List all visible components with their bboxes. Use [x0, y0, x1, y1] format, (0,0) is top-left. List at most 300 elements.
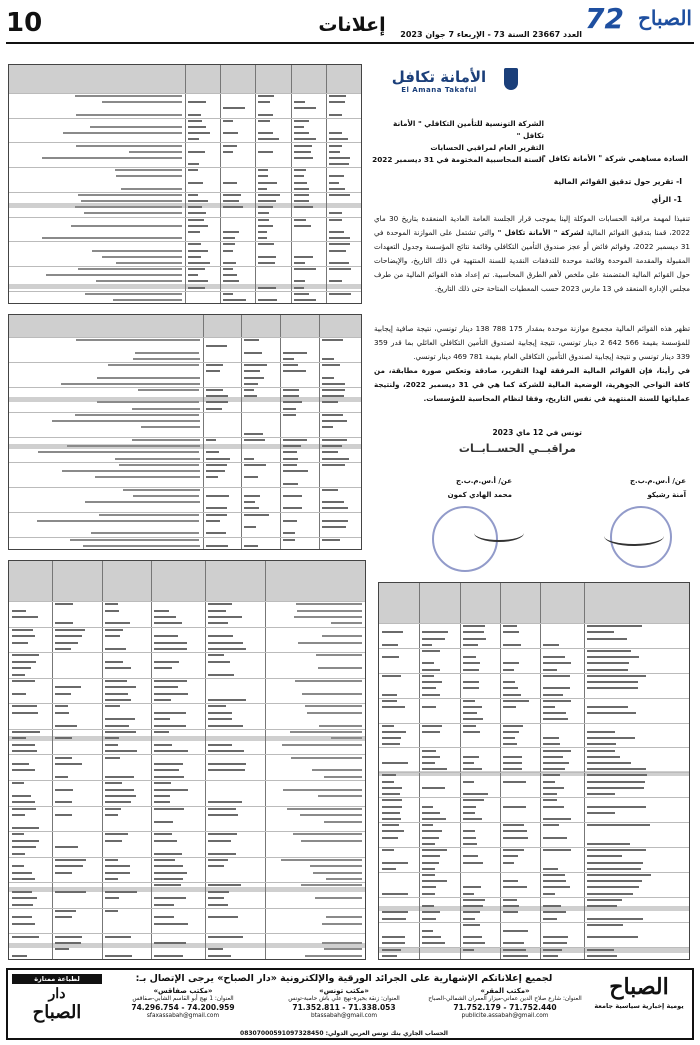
table-cell-value	[55, 936, 82, 938]
table-cell-value	[258, 262, 275, 264]
table-cell-value	[206, 507, 227, 509]
table-cell-value	[244, 352, 262, 354]
dar-assabah-logo	[12, 974, 102, 1036]
table-cell-value	[463, 843, 477, 845]
table-cell-value	[422, 731, 440, 733]
table-cell-value	[154, 763, 183, 765]
table-cell-value	[208, 718, 232, 720]
table-row-label	[295, 680, 362, 682]
table-cell-value	[105, 801, 131, 803]
table-cell-value	[329, 175, 344, 177]
table-cell-value	[587, 824, 650, 826]
table-cell-value	[12, 846, 36, 848]
table-cell-value	[329, 243, 350, 245]
table-cell-value	[12, 616, 38, 618]
table-cell-value	[154, 795, 170, 797]
table-cell-value	[206, 408, 222, 410]
table-cell-value	[463, 799, 484, 801]
table-cell-value	[208, 750, 244, 752]
table-cell-value	[283, 414, 296, 416]
table-cell-value	[154, 859, 175, 861]
table-cell-value	[105, 699, 131, 701]
table-cell-value	[283, 358, 294, 360]
opinion-paragraph	[374, 212, 690, 296]
table-cell-value	[188, 132, 210, 134]
table-cell-value	[294, 293, 309, 295]
table-row-label	[312, 769, 362, 771]
table-cell-value	[154, 680, 187, 682]
table-row-rule	[379, 747, 689, 748]
table-row-label	[75, 206, 182, 208]
table-cell-value	[294, 200, 309, 202]
table-row-rule	[9, 387, 361, 388]
table-cell-value	[587, 806, 646, 808]
table-cell-value	[382, 706, 405, 708]
table-cell-value	[55, 846, 78, 848]
table-cell-value	[503, 949, 526, 951]
table-cell-value	[154, 699, 171, 701]
table-row-label	[90, 126, 182, 128]
table-row-label	[313, 872, 362, 874]
table-row-label	[76, 145, 182, 147]
ad-headline-wrap	[104, 973, 584, 984]
table-cell-value	[244, 377, 264, 379]
table-cell-value	[503, 706, 516, 708]
table-cell-value	[322, 414, 343, 416]
table-cell-value	[382, 818, 401, 820]
table-cell-value	[422, 824, 433, 826]
table-cell-value	[188, 126, 206, 128]
table-cell-value	[382, 644, 398, 646]
table-cell-value	[223, 293, 233, 295]
table-cell-value	[463, 924, 480, 926]
table-cell-value	[587, 893, 633, 895]
table-cell-value	[208, 936, 243, 938]
table-row-label	[331, 622, 362, 624]
table-cell-value	[587, 712, 636, 714]
table-row-label	[52, 420, 200, 422]
table-cell-value	[283, 458, 298, 460]
table-cell-value	[283, 520, 297, 522]
office-phone[interactable]: 74.296.754 - 74.200.959	[131, 1003, 235, 1012]
table-cell-value	[208, 948, 223, 950]
table-cell-value	[322, 501, 344, 503]
table-cell-value	[322, 401, 338, 403]
table-cell-value	[587, 880, 642, 882]
table-cell-value	[422, 862, 439, 864]
table-cell-value	[55, 948, 69, 950]
table-cell-value	[587, 843, 630, 845]
table-row-rule	[9, 537, 361, 538]
table-column-rule	[52, 561, 53, 959]
table-cell-value	[322, 377, 334, 379]
advertising-contact-banner	[6, 968, 694, 1040]
table-row-rule	[379, 673, 689, 674]
table-row-label	[129, 151, 182, 153]
table-cell-value	[382, 631, 403, 633]
office-email[interactable]: publicite.assabah@gmail.com	[461, 1013, 549, 1019]
table-cell-value	[587, 768, 646, 770]
table-cell-value	[208, 897, 224, 899]
table-cell-value	[422, 843, 435, 845]
table-cell-value	[587, 669, 628, 671]
table-cell-value	[154, 840, 177, 842]
table-cell-value	[283, 464, 297, 466]
table-cell-value	[422, 687, 436, 689]
table-cell-value	[244, 501, 255, 503]
table-row-label	[96, 280, 182, 282]
table-cell-value	[294, 256, 313, 258]
table-row-rule	[9, 857, 365, 858]
table-row-rule	[9, 933, 365, 934]
table-cell-value	[587, 787, 644, 789]
table-cell-value	[258, 237, 267, 239]
table-cell-value	[206, 345, 227, 347]
table-cell-value	[206, 532, 226, 534]
table-cell-value	[382, 725, 394, 727]
table-cell-value	[587, 706, 628, 708]
table-cell-value	[105, 840, 122, 842]
report-header-line: السنة المحاسبية المختومة في 31 ديسمبر 2022	[372, 155, 544, 164]
table-cell-value	[258, 175, 268, 177]
figures-paragraph: تظهر هذه القوائم المالية مجموع موازنة موحدة بمقدار 175 788 138 دينار تونسي، نتيجة صافية إيجابية للمؤسسة بقيمة 566 642 2 دينار تونسي، نتيجة إيجابية لصندوق التأمين التكافلي العائلي بما قدر 359 339 دينار تونسي و نتيجة إيجابية لصندوق التأمين التكافلي العام بقيمة 781 469 دينار تونسي.	[374, 324, 690, 361]
table-cell-value	[463, 725, 476, 727]
table-cell-value	[463, 681, 479, 683]
table-cell-value	[422, 930, 433, 932]
table-cell-value	[154, 776, 184, 778]
table-cell-value	[55, 693, 71, 695]
office-address: العنوان: زنقة بحيرة-نهج علي باش حامبة-تونس	[288, 996, 400, 1002]
table-row-label	[296, 603, 362, 605]
table-cell-value	[587, 625, 642, 627]
table-cell-value	[587, 681, 638, 683]
table-cell-value	[422, 893, 435, 895]
table-cell-value	[382, 812, 400, 814]
table-cell-value	[463, 706, 482, 708]
table-cell-value	[587, 899, 622, 901]
table-cell-value	[154, 782, 171, 784]
table-row-rule	[379, 847, 689, 848]
table-cell-value	[382, 830, 404, 832]
table-row-label	[92, 250, 182, 252]
table-cell-value	[543, 793, 557, 795]
table-cell-value	[322, 420, 347, 422]
table-cell-value	[188, 182, 203, 184]
table-row-label	[132, 439, 200, 441]
table-cell-value	[208, 648, 246, 650]
table-cell-value	[322, 539, 340, 541]
signatory-block	[630, 474, 686, 502]
table-cell-value	[587, 762, 631, 764]
table-cell-value	[154, 955, 183, 957]
table-cell-value	[12, 795, 31, 797]
table-cell-value	[503, 669, 514, 671]
table-cell-value	[105, 833, 128, 835]
office-email[interactable]: btassabah@gmail.com	[310, 1013, 378, 1019]
table-row-label	[42, 157, 182, 159]
table-cell-value	[55, 725, 77, 727]
page-number: 10	[6, 8, 43, 38]
house-wordmark: الصباح	[32, 1002, 82, 1023]
table-cell-value	[154, 884, 181, 886]
table-cell-value	[258, 225, 273, 227]
table-cell-value	[503, 886, 527, 888]
table-cell-value	[283, 532, 295, 534]
table-cell-value	[223, 231, 239, 233]
table-cell-value	[208, 661, 230, 663]
table-cell-value	[382, 700, 397, 702]
table-cell-value	[463, 712, 477, 714]
table-row-label	[301, 884, 362, 886]
table-row-label	[282, 744, 362, 746]
table-cell-value	[587, 862, 643, 864]
table-cell-value	[244, 364, 267, 366]
ad-newspaper-logo	[590, 974, 688, 1036]
table-cell-value	[12, 955, 27, 957]
table-cell-value	[223, 262, 236, 264]
table-cell-value	[208, 635, 233, 637]
table-cell-value	[587, 638, 627, 640]
table-cell-value	[208, 616, 242, 618]
table-cell-value	[587, 918, 643, 920]
table-cell-value	[223, 206, 243, 208]
table-row-label	[63, 132, 182, 134]
table-cell-value	[223, 132, 238, 134]
table-cell-value	[105, 731, 136, 733]
table-row-rule	[379, 698, 689, 699]
table-cell-value	[208, 859, 228, 861]
table-cell-value	[154, 897, 186, 899]
table-cell-value	[105, 718, 135, 720]
table-cell-value	[283, 539, 295, 541]
table-cell-value	[422, 675, 434, 677]
table-cell-value	[258, 299, 277, 301]
table-cell-value	[244, 439, 265, 441]
table-cell-value	[463, 762, 474, 764]
table-row-label	[78, 268, 182, 270]
table-cell-value	[244, 458, 254, 460]
table-cell-value	[503, 911, 518, 913]
table-cell-value	[258, 169, 268, 171]
table-cell-value	[294, 262, 305, 264]
table-cell-value	[188, 169, 198, 171]
table-cell-value	[283, 352, 307, 354]
table-cell-value	[382, 849, 394, 851]
table-cell-value	[503, 824, 524, 826]
table-cell-value	[463, 687, 479, 689]
table-cell-value	[244, 495, 260, 497]
table-cell-value	[329, 280, 342, 282]
ad-logo-wordmark: الصباح	[609, 974, 669, 1000]
table-cell-value	[206, 439, 216, 441]
table-row-label	[123, 489, 200, 491]
table-cell-value	[587, 855, 622, 857]
table-row-label	[116, 175, 182, 177]
table-cell-value	[154, 853, 182, 855]
table-cell-value	[294, 126, 304, 128]
issue-info: العدد 23667 السنة 73 - الإربعاء 7 جوان 2023	[400, 30, 582, 39]
table-cell-value	[12, 667, 31, 669]
table-cell-value	[382, 862, 408, 864]
table-cell-value	[105, 603, 118, 605]
table-cell-value	[154, 648, 187, 650]
table-cell-value	[208, 744, 232, 746]
table-cell-value	[105, 629, 123, 631]
table-cell-value	[503, 855, 518, 857]
table-cell-value	[322, 520, 348, 522]
table-cell-value	[294, 107, 316, 109]
table-cell-value	[463, 855, 478, 857]
table-cell-value	[208, 654, 224, 656]
table-cell-value	[543, 743, 560, 745]
table-row-label	[135, 352, 199, 354]
table-cell-value	[422, 886, 436, 888]
table-cell-value	[55, 705, 68, 707]
table-row-label	[115, 169, 182, 171]
table-cell-value	[543, 718, 568, 720]
table-row-rule	[379, 648, 689, 649]
table-cell-value	[188, 163, 199, 165]
table-row-label	[91, 532, 199, 534]
table-cell-value	[329, 219, 342, 221]
table-cell-value	[258, 206, 273, 208]
office-phone[interactable]: 71.752.179 - 71.752.440	[453, 1003, 557, 1012]
table-cell-value	[322, 358, 334, 360]
table-cell-value	[294, 169, 306, 171]
table-cell-value	[105, 725, 129, 727]
table-cell-value	[587, 924, 623, 926]
table-row-rule	[9, 291, 361, 292]
table-cell-value	[206, 451, 219, 453]
table-cell-value	[188, 225, 208, 227]
table-cell-value	[382, 806, 402, 808]
table-cell-value	[422, 631, 448, 633]
table-row-rule	[379, 822, 689, 823]
table-cell-value	[329, 182, 339, 184]
table-cell-value	[188, 206, 202, 208]
table-cell-value	[422, 806, 433, 808]
table-row-rule	[379, 897, 689, 898]
table-cell-value	[463, 806, 476, 808]
table-row-label	[133, 495, 199, 497]
table-cell-value	[55, 910, 76, 912]
table-cell-value	[543, 712, 566, 714]
table-cell-value	[154, 667, 172, 669]
table-cell-value	[422, 638, 445, 640]
table-cell-value	[105, 661, 123, 663]
table-row-label	[75, 95, 182, 97]
table-cell-value	[223, 299, 246, 301]
table-cell-value	[543, 824, 559, 826]
table-row-label	[297, 610, 362, 612]
table-cell-value	[208, 699, 246, 701]
table-cell-value	[503, 631, 519, 633]
table-cell-value	[223, 145, 237, 147]
table-cell-value	[244, 395, 257, 397]
table-cell-value	[294, 120, 309, 122]
table-cell-value	[206, 458, 230, 460]
table-cell-value	[283, 364, 298, 366]
table-cell-value	[322, 451, 338, 453]
table-row-label	[294, 616, 362, 618]
table-cell-value	[12, 705, 37, 707]
table-cell-value	[258, 287, 276, 289]
table-cell-value	[105, 705, 120, 707]
table-row-label	[62, 470, 200, 472]
table-cell-value	[105, 680, 127, 682]
table-row-label	[132, 408, 200, 410]
table-cell-value	[55, 859, 86, 861]
table-cell-value	[543, 737, 559, 739]
opinion-company-name: لشركة " الأمانة تكافل "	[497, 228, 584, 237]
table-cell-value	[294, 157, 313, 159]
table-cell-value	[105, 865, 130, 867]
table-header	[9, 561, 365, 601]
office-phone[interactable]: 71.352.811 - 71.338.053	[292, 1003, 396, 1012]
auditor-report	[372, 54, 694, 578]
table-cell-value	[154, 718, 170, 720]
table-cell-value	[329, 268, 351, 270]
table-cell-value	[208, 610, 226, 612]
table-cell-value	[154, 744, 172, 746]
table-cell-value	[543, 687, 570, 689]
table-cell-value	[422, 762, 435, 764]
table-cell-value	[105, 782, 122, 784]
table-cell-value	[154, 725, 186, 727]
table-cell-value	[543, 936, 568, 938]
table-cell-value	[154, 942, 186, 944]
table-row-rule	[9, 167, 361, 168]
table-cell-value	[55, 686, 81, 688]
table-cell-value	[587, 955, 617, 957]
table-cell-value	[543, 700, 571, 702]
table-cell-value	[208, 865, 224, 867]
table-cell-value	[206, 520, 220, 522]
table-cell-value	[503, 781, 526, 783]
table-cell-value	[258, 243, 274, 245]
general-fund-table	[8, 560, 366, 960]
table-cell-value	[382, 936, 405, 938]
table-row-rule	[9, 601, 365, 602]
table-cell-value	[244, 526, 256, 528]
table-cell-value	[206, 401, 228, 403]
newspaper-logo[interactable]	[584, 2, 692, 38]
table-cell-value	[322, 489, 338, 491]
table-cell-value	[55, 789, 73, 791]
table-cell-value	[422, 650, 440, 652]
table-cell-value	[543, 662, 571, 664]
table-cell-value	[543, 955, 558, 957]
table-row-label	[298, 642, 362, 644]
table-cell-value	[206, 364, 223, 366]
table-row-label	[102, 256, 182, 258]
conclusion-paragraph: في رأينا، فإن القوائم المالية المرفقة لهذا التقرير، صادقة وتعكس صورة مطابقة، من كافة النواحي الجوهرية، الوضعية المالية للشركة كما هي في 31 ديسمبر 2022، ولنتيجة عملياتها للسنة المنتهية في نفس التاريخ، وفقا لنظام المحاسبة للمؤسسات.	[374, 366, 690, 403]
table-cell-value	[422, 855, 440, 857]
table-cell-value	[382, 793, 400, 795]
table-column-rule	[500, 583, 501, 959]
table-cell-value	[587, 737, 635, 739]
office-email[interactable]: sfaxassabah@gmail.com	[146, 1013, 220, 1019]
office-name: «مكتب صفاقس»	[153, 987, 213, 995]
report-date: تونس في 12 ماي 2023	[492, 428, 582, 437]
table-cell-value	[208, 712, 232, 714]
table-cell-value	[422, 768, 447, 770]
table-cell-value	[503, 905, 519, 907]
table-cell-value	[188, 219, 204, 221]
table-cell-value	[329, 262, 349, 264]
table-cell-value	[382, 955, 397, 957]
table-row-label	[326, 916, 362, 918]
